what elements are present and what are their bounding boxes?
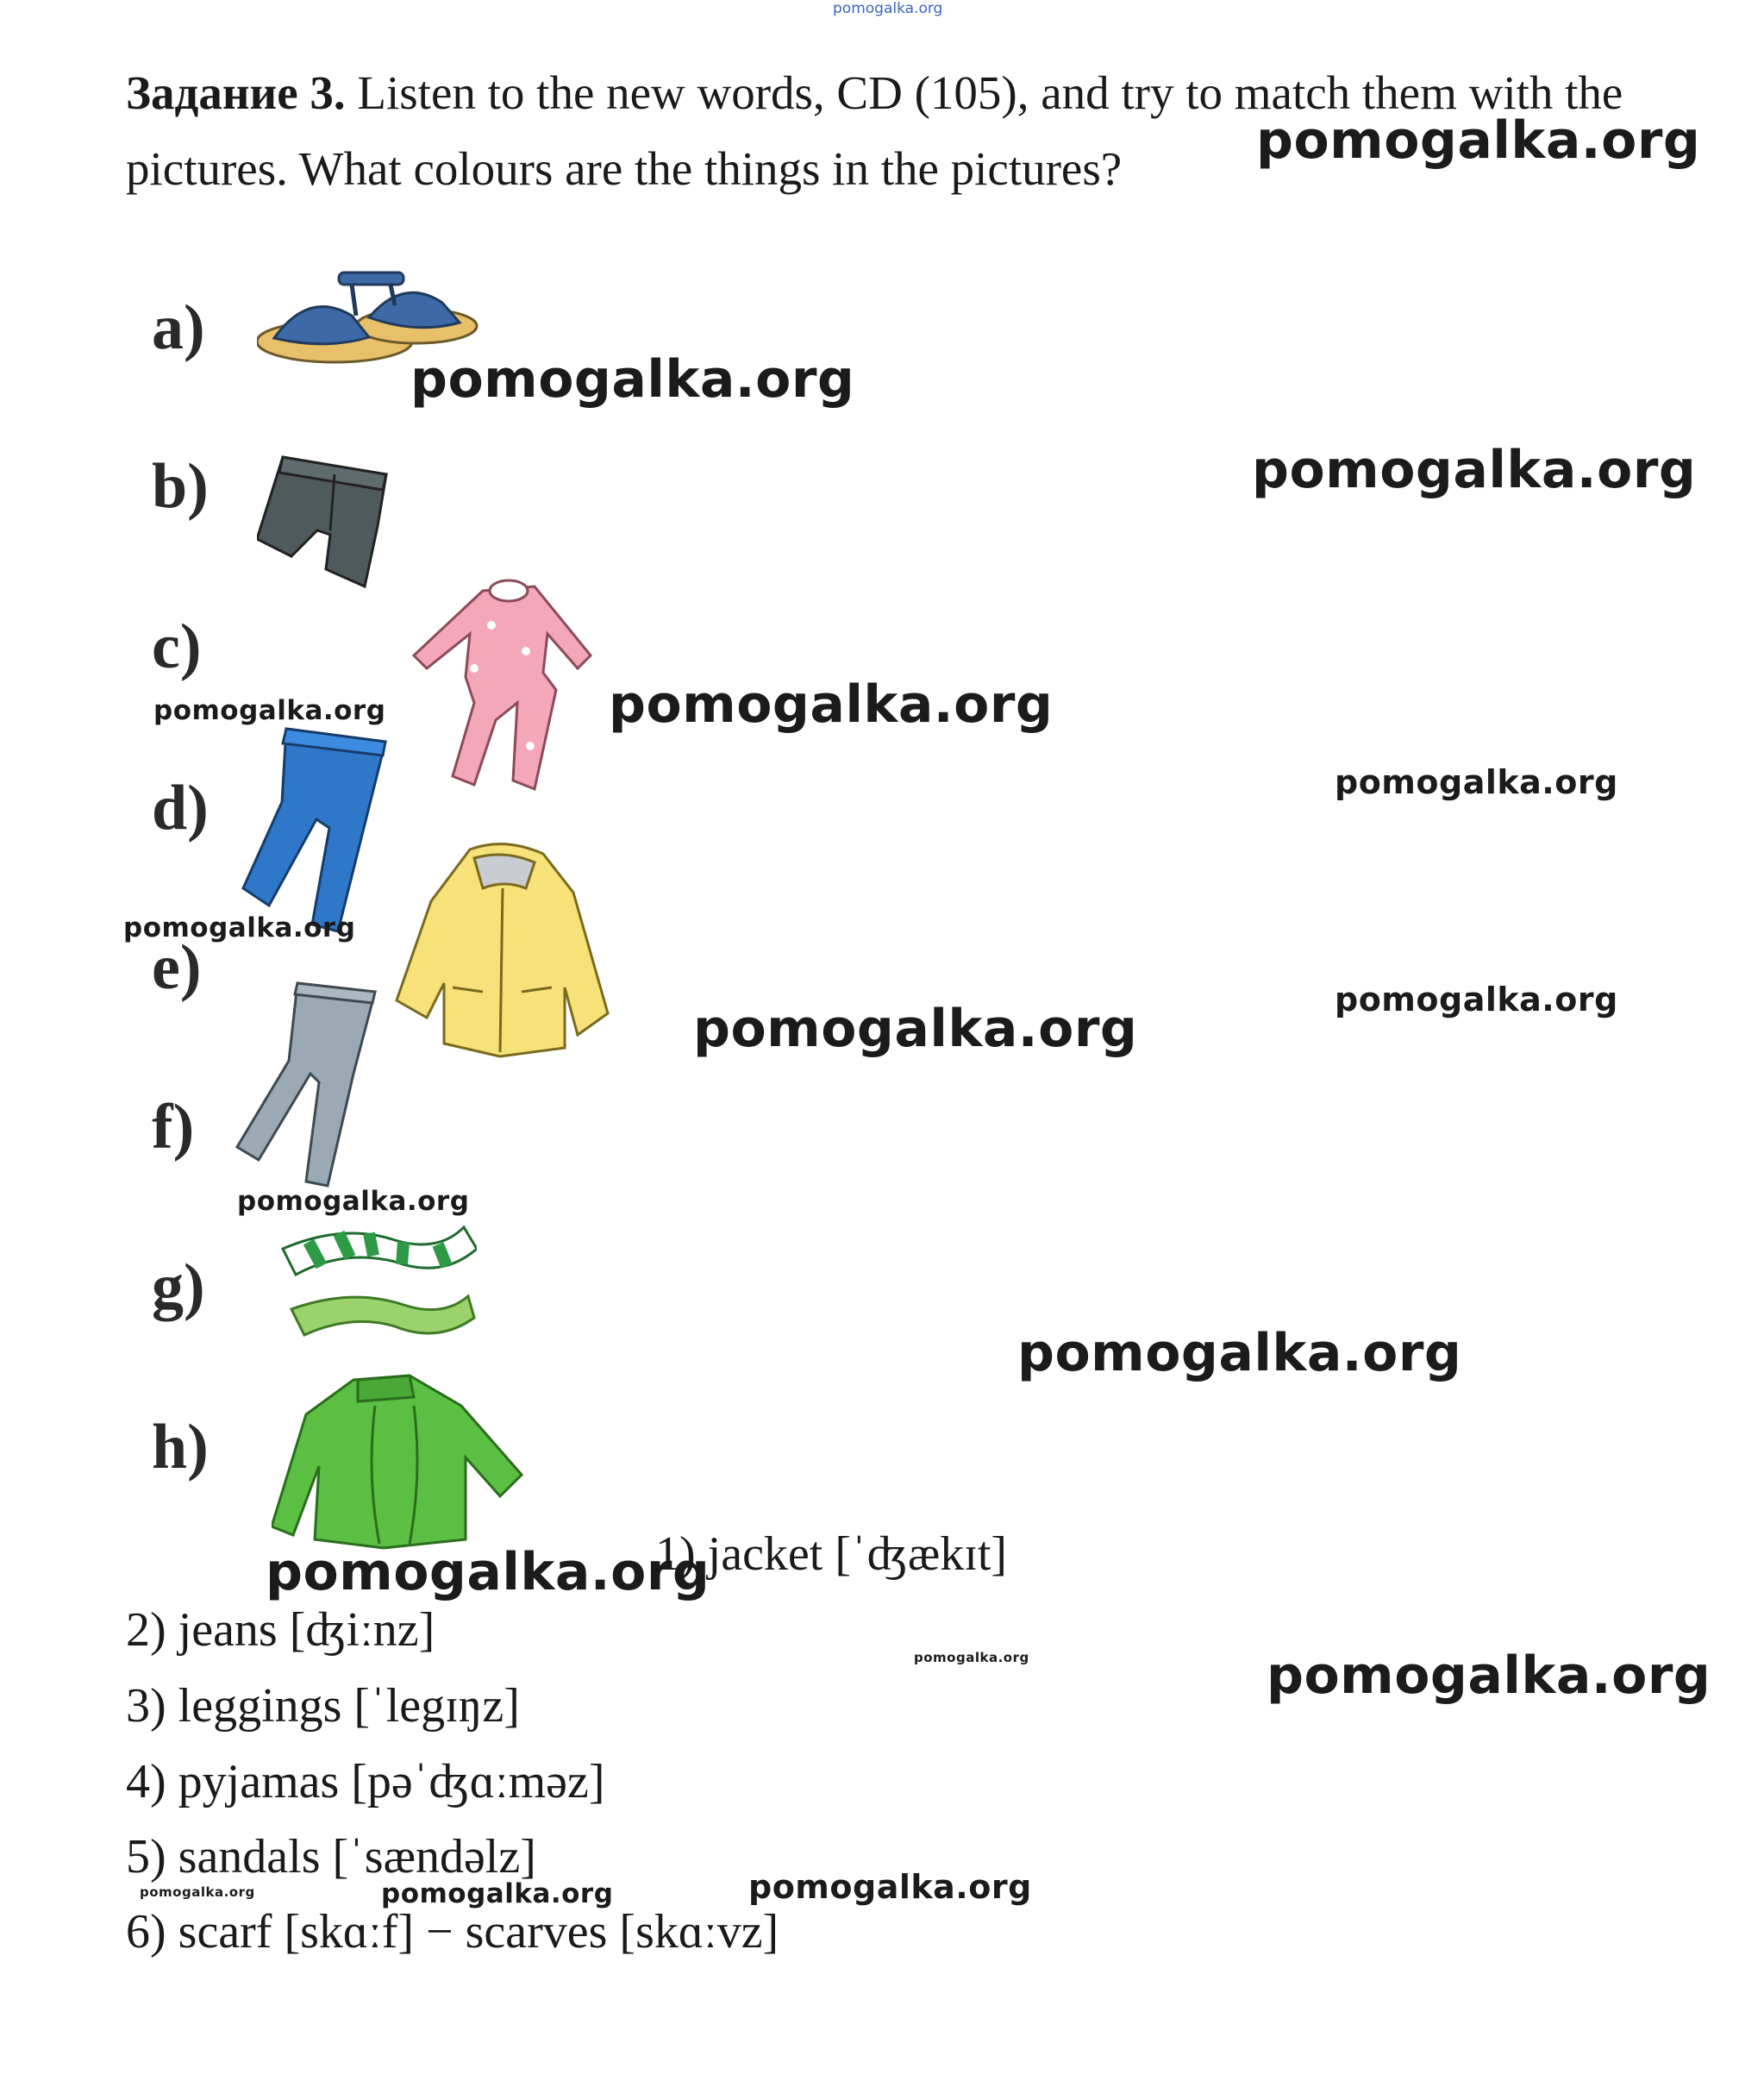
word-item-3: 3) leggings [ˈlegɪŋz] [126,1679,520,1733]
watermark: pomogalka.org [1335,763,1618,801]
task-text: Listen to the new words, CD (105), and try to match them with the pictures. What colours are the things in the pictures? [126,66,1623,195]
picture-label-f: f) [152,1092,195,1163]
watermark: pomogalka.org [609,674,1054,735]
watermark: pomogalka.org [153,695,386,726]
watermark: pomogalka.org [1267,1645,1711,1706]
word-item-2: 2) jeans [ʤiːnz] [126,1603,435,1657]
watermark: pomogalka.org [1335,981,1618,1019]
watermark: pomogalka.org [140,1884,255,1900]
watermark: pomogalka.org [1256,110,1701,171]
leggings-illustration [233,979,388,1190]
picture-label-b: b) [152,451,209,522]
picture-label-h: h) [152,1412,209,1482]
watermark: pomogalka.org [748,1868,1032,1906]
header-site-mark: pomogalka.org [833,0,943,17]
word-item-4: 4) pyjamas [pəˈʤɑːməz] [126,1755,605,1808]
picture-label-e: e) [152,932,202,1003]
jacket-illustration [392,841,616,1061]
pyjamas-illustration [405,574,612,798]
watermark: pomogalka.org [1252,440,1697,500]
shorts-illustration [257,448,403,599]
word-item-6: 6) scarf [skɑːf] − scarves [skɑːvz] [126,1905,779,1959]
scarves-illustration [274,1214,477,1352]
watermark: pomogalka.org [266,1542,710,1602]
watermark: pomogalka.org [237,1186,470,1217]
watermark: pomogalka.org [1017,1323,1462,1383]
watermark: pomogalka.org [914,1650,1029,1665]
picture-label-d: d) [152,773,209,843]
task-number: Задание 3. [126,66,346,119]
jeans-illustration [235,724,398,936]
watermark: pomogalka.org [381,1878,614,1909]
sweater-illustration [272,1371,526,1552]
picture-label-g: g) [152,1251,205,1322]
watermark: pomogalka.org [693,999,1138,1059]
watermark: pomogalka.org [410,349,855,410]
word-item-5: 5) sandals [ˈsændəlz] [126,1830,536,1884]
watermark: pomogalka.org [123,912,356,943]
picture-label-c: c) [152,611,202,682]
word-item-1: 1) jacket [ˈʤækɪt] [655,1527,1008,1581]
picture-label-a: a) [152,292,205,363]
